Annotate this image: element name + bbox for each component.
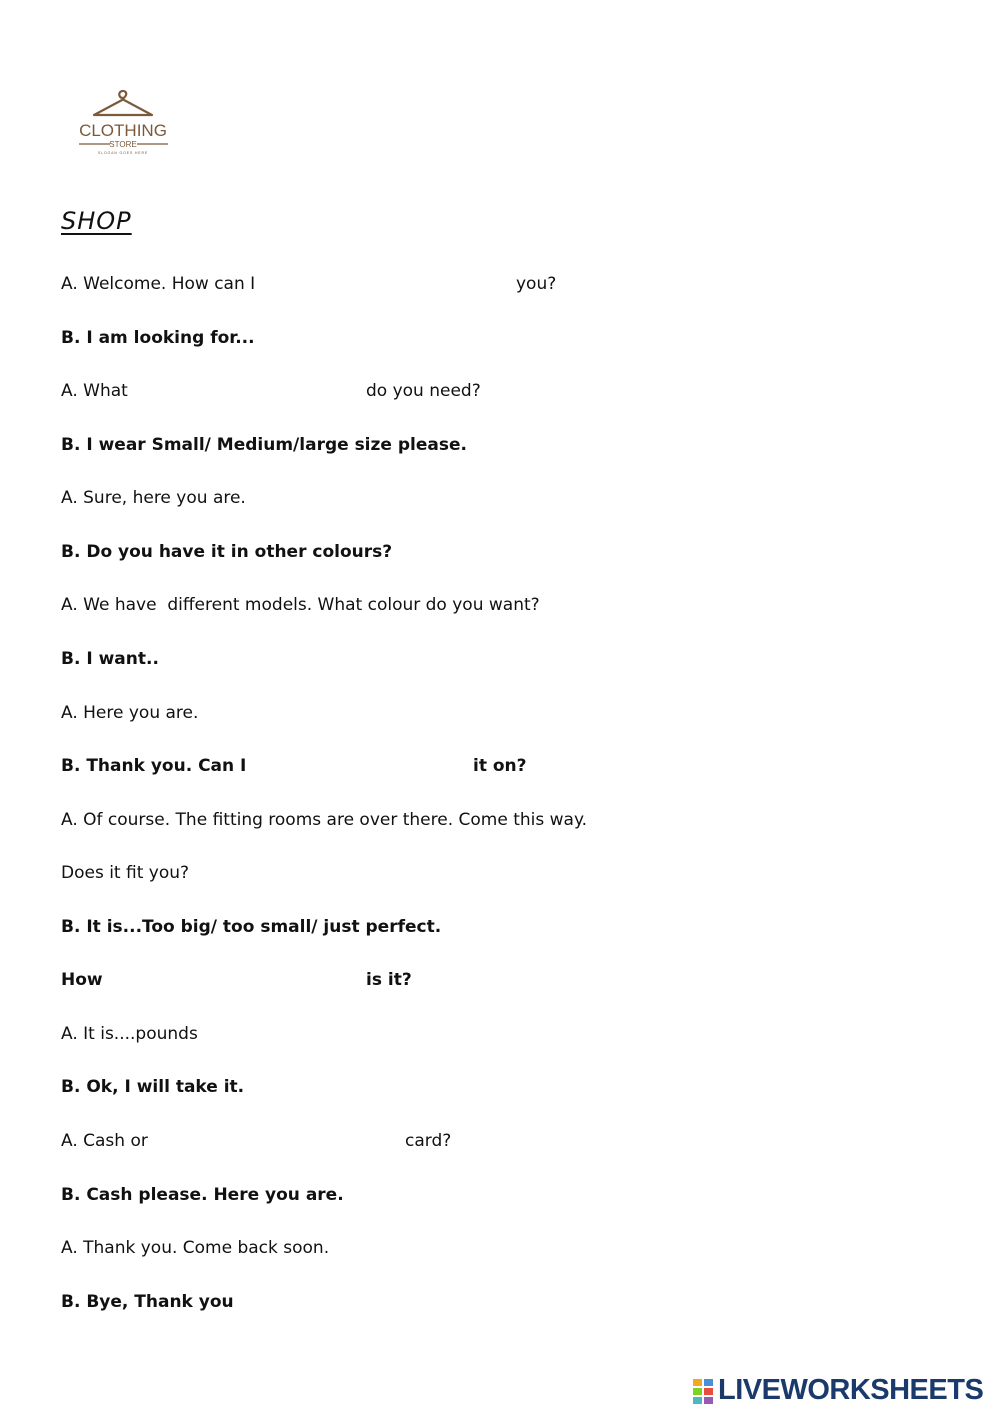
dialogue-text: do you need?: [366, 381, 481, 401]
dialogue-text: B. Thank you. Can I: [61, 756, 247, 776]
dialogue-text: B. I wear Small/ Medium/large size please.: [61, 435, 467, 455]
dialogue-text: B. It is...Too big/ too small/ just perfect.: [61, 917, 442, 937]
dialogue-text: A. Thank you. Come back soon.: [61, 1238, 330, 1258]
dialogue-text: A. Cash or: [61, 1131, 148, 1151]
dialogue-text: B. Cash please. Here you are.: [61, 1185, 344, 1205]
liveworksheets-brand: LIVEWORKSHEETS: [718, 1374, 984, 1406]
page-title: SHOP: [61, 207, 132, 235]
dialogue-text: A. What: [61, 381, 128, 401]
dialogue-text: B. I want..: [61, 649, 159, 669]
answer-blank[interactable]: [156, 1131, 400, 1153]
dialogue-text: B. I am looking for...: [61, 328, 255, 348]
dialogue-text: B. Do you have it in other colours?: [61, 542, 393, 562]
clothing-store-logo: [74, 84, 174, 158]
dialogue-text: A. Welcome. How can I: [61, 274, 256, 294]
dialogue-text: A. Sure, here you are.: [61, 488, 246, 508]
logo-brand-text: CLOTHING: [79, 121, 167, 140]
dialogue-text: B. Ok, I will take it.: [61, 1077, 245, 1097]
clothes-hanger-icon: [74, 84, 174, 158]
answer-blank[interactable]: [241, 756, 468, 778]
answer-blank[interactable]: [111, 970, 361, 992]
logo-sub-text: STORE: [109, 140, 137, 149]
dialogue-text: B. Bye, Thank you: [61, 1292, 234, 1312]
dialogue-text: card?: [405, 1131, 452, 1151]
liveworksheets-watermark: [692, 1374, 992, 1406]
dialogue-text: How: [61, 970, 103, 990]
dialogue-text: A. Here you are.: [61, 703, 199, 723]
dialogue-text: is it?: [366, 970, 412, 990]
dialogue-text: A. Of course. The fitting rooms are over there. Come this way.: [61, 810, 588, 830]
dialogue-text: it on?: [473, 756, 527, 776]
logo-slogan-text: SLOGAN GOES HERE: [97, 151, 149, 155]
dialogue-text: A. We have different models. What colour do you want?: [61, 595, 540, 615]
dialogue-text: you?: [516, 274, 557, 294]
liveworksheets-logo-icon: [692, 1374, 716, 1406]
answer-blank[interactable]: [133, 381, 361, 403]
answer-blank[interactable]: [261, 274, 513, 296]
dialogue-text: A. It is....pounds: [61, 1024, 198, 1044]
dialogue-text: Does it fit you?: [61, 863, 190, 883]
